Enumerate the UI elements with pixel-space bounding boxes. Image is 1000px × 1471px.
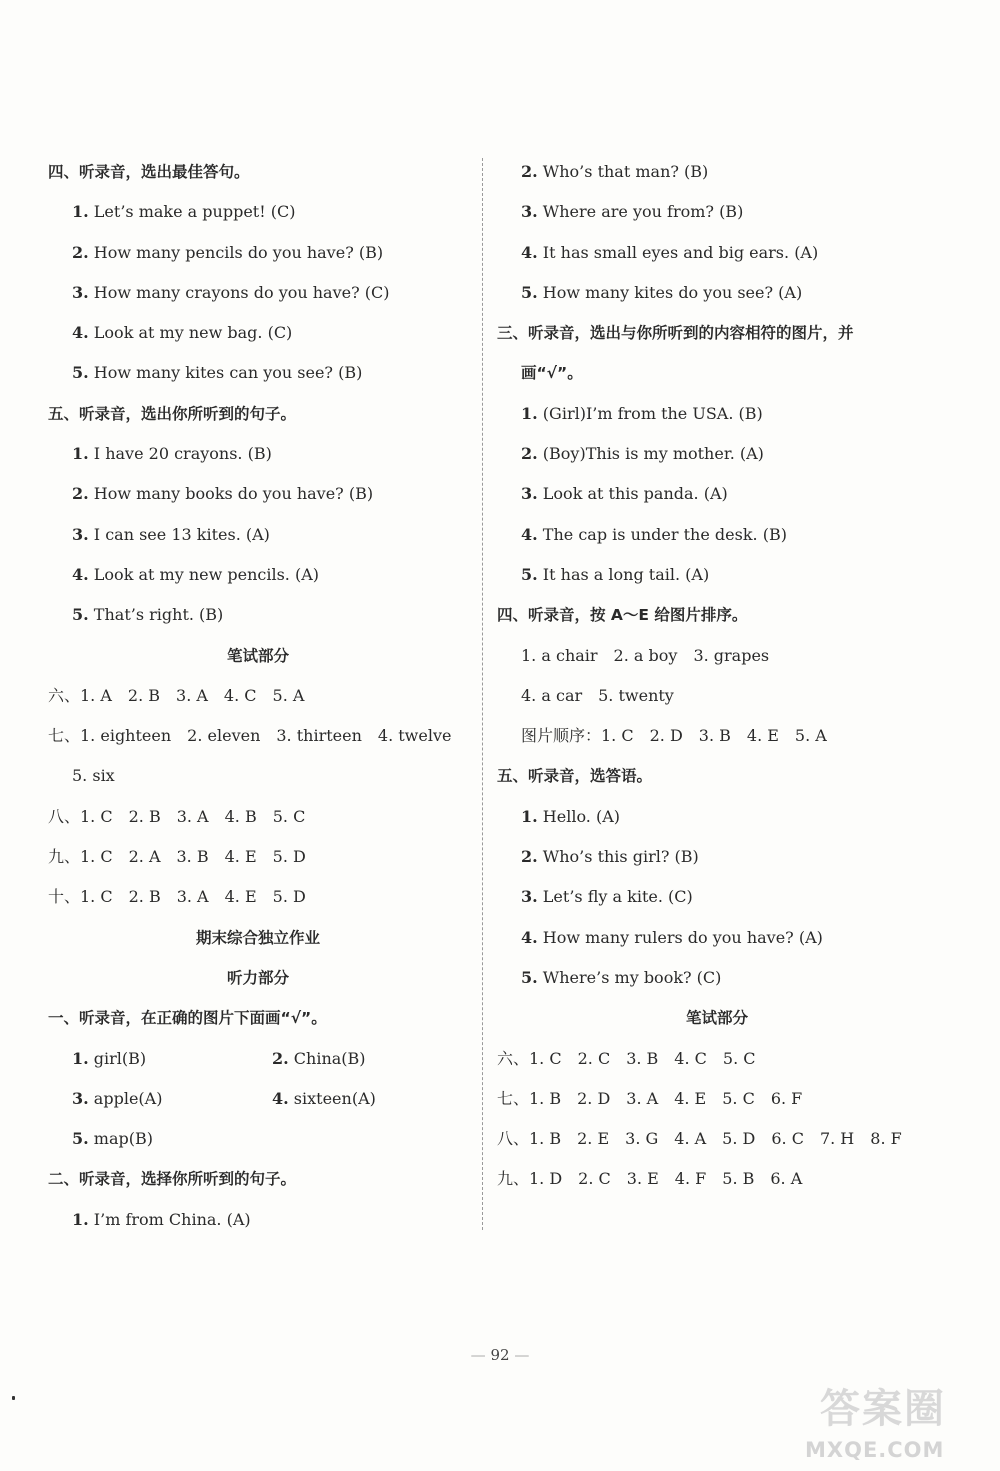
section-heading: 四、听录音，按 A～E 给图片排序。 [497,606,748,625]
answer-line: 1. a chair 2. a boy 3. grapes [521,645,770,665]
list-item: 3. How many crayons do you have? (C) [72,282,390,302]
list-item: 3. Let’s fly a kite. (C) [521,887,693,907]
list-item: 5. How many kites do you see? (A) [521,282,803,302]
list-item: 3. I can see 13 kites. (A) [72,524,270,544]
left-column [48,152,468,1240]
answer-line: 十、1. C 2. B 3. A 4. E 5. D [48,887,306,907]
list-item: 1. Hello. (A) [521,806,621,826]
list-item-pair: 3. apple(A) 4. sixteen(A) [72,1088,376,1108]
list-item: 2. Who’s that man? (B) [521,162,709,181]
list-item: 5. It has a long tail. (A) [521,564,710,584]
list-item: 1. I’m from China. (A) [72,1209,251,1229]
list-item: 4. Look at my new bag. (C) [72,323,293,343]
answer-line: 5. six [72,766,115,786]
list-item: 1. I have 20 crayons. (B) [72,444,272,464]
watermark [800,1383,990,1465]
list-item: 5. How many kites can you see? (B) [72,363,363,383]
section-heading: 二、听录音，选择你所听到的句子。 [48,1170,297,1189]
answer-line: 图片顺序：1. C 2. D 3. B 4. E 5. A [521,726,827,746]
list-item: 4. It has small eyes and big ears. (A) [521,242,819,262]
part-title: 笔试部分 [685,1009,748,1028]
list-item: 2. How many pencils do you have? (B) [72,242,384,262]
answer-line: 六、1. A 2. B 3. A 4. C 5. A [48,685,305,705]
page-number: — 92 — [470,1346,530,1364]
list-item: 2. Who’s this girl? (B) [521,847,699,867]
list-item: 2. How many books do you have? (B) [72,484,374,504]
list-item: 1. (Girl)I’m from the USA. (B) [521,403,763,423]
list-item: 2. (Boy)This is my mother. (A) [521,444,764,464]
column-divider [482,158,483,1230]
answer-line: 七、1. B 2. D 3. A 4. E 5. C 6. F [497,1088,803,1108]
section-heading: 五、听录音，选出你所听到的句子。 [48,404,297,423]
watermark-url: MXQE.COM [805,1438,945,1462]
list-item: 3. Where are you from? (B) [521,202,744,222]
answer-line: 九、1. D 2. C 3. E 4. F 5. B 6. A [497,1169,803,1189]
list-item-pair: 1. girl(B) 2. China(B) [72,1048,366,1068]
assignment-title: 期末综合独立作业 [195,928,320,947]
watermark-logo: 答案圈 [820,1386,946,1432]
section-heading: 四、听录音，选出最佳答句。 [48,163,250,181]
list-item: 4. The cap is under the desk. (B) [521,524,787,544]
section-heading-cont: 画“√”。 [521,364,583,383]
section-heading: 一、听录音，在正确的图片下面画“√”。 [48,1009,327,1028]
answer-line: 六、1. C 2. C 3. B 4. C 5. C [497,1048,756,1068]
list-item: 1. Let’s make a puppet! (C) [72,202,296,222]
answer-line: 八、1. B 2. E 3. G 4. A 5. D 6. C 7. H 8. F [497,1129,902,1149]
part-title: 笔试部分 [226,646,289,665]
list-item: 5. map(B) [72,1129,153,1149]
part-title: 听力部分 [226,968,289,987]
list-item: 5. That’s right. (B) [72,605,224,625]
section-heading: 五、听录音，选答语。 [497,767,653,786]
list-item: 4. Look at my new pencils. (A) [72,564,320,584]
page-number-value: 92 [490,1346,510,1364]
scan-speck [12,1396,15,1400]
answer-line: 八、1. C 2. B 3. A 4. B 5. C [48,806,306,826]
list-item: 4. How many rulers do you have? (A) [521,927,823,947]
answer-line: 4. a car 5. twenty [521,685,674,705]
section-heading: 三、听录音，选出与你所听到的内容相符的图片，并 [497,324,854,343]
list-item: 3. Look at this panda. (A) [521,484,728,504]
answer-line: 七、1. eighteen 2. eleven 3. thirteen 4. twelve [48,726,452,746]
right-column [497,152,937,1200]
answer-line: 九、1. C 2. A 3. B 4. E 5. D [48,847,306,867]
list-item: 5. Where’s my book? (C) [521,967,722,987]
